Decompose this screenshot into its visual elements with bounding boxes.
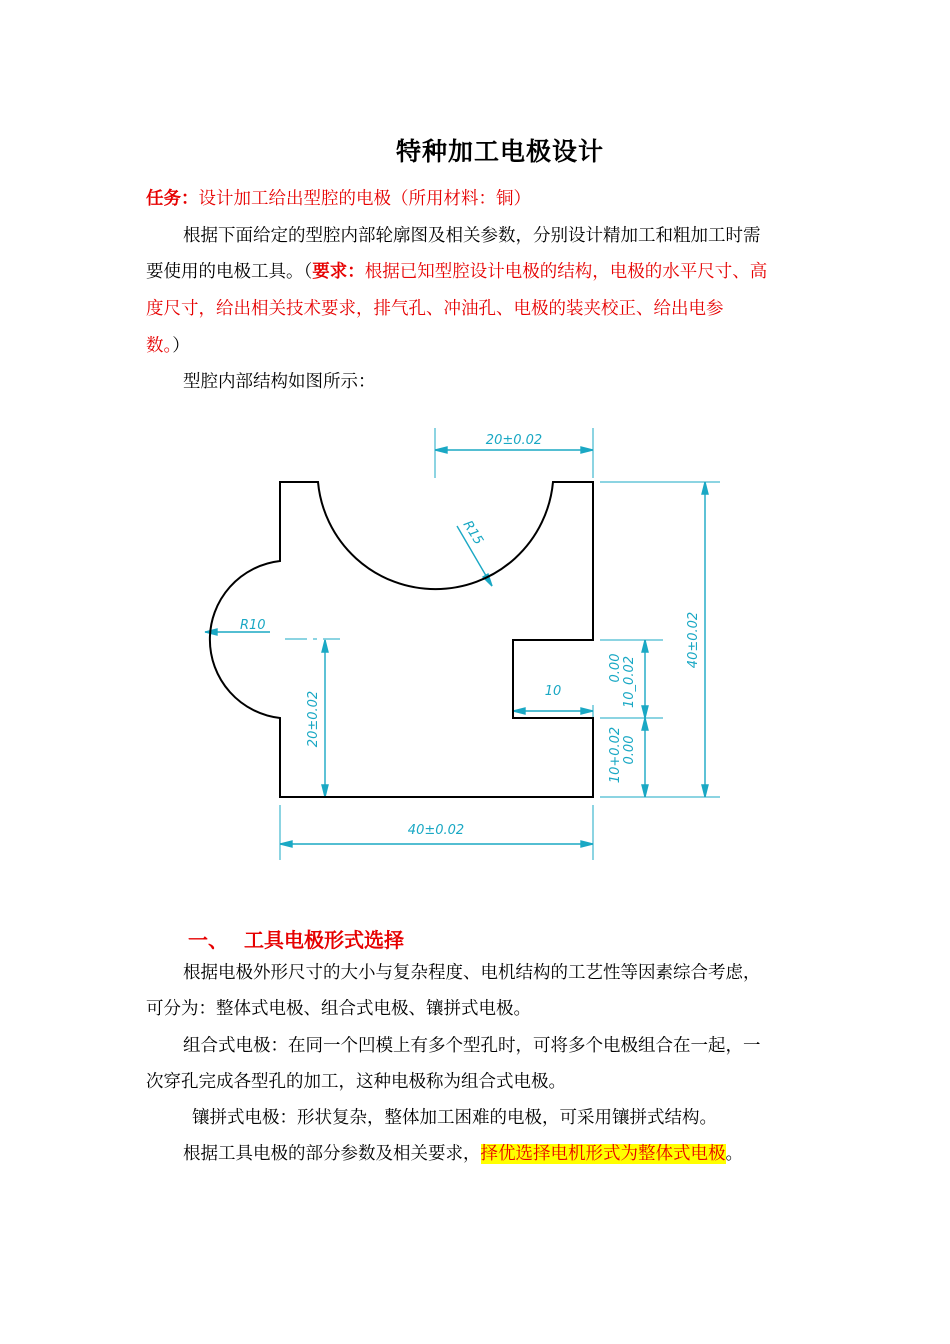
intro-line-4-end: ） [172,336,190,356]
intro-line-2-text: 要使用的电极工具。（ [146,262,313,282]
section-1-p3: 镶拼式电极：形状复杂，整体加工困难的电极，可采用镶拼式结构。 [192,1108,717,1128]
requirement-text: 根据已知型腔设计电极的结构，电极的水平尺寸、高 [364,262,768,282]
dim-radius-small: R10 [240,618,266,633]
section-1-p1-line2: 可分为：整体式电极、组合式电极、镶拼式电极。 [146,999,531,1019]
cavity-outline [210,482,593,797]
dim-slot-upper-a: 0.00 [608,653,623,683]
section-1-p4 [183,1142,863,1166]
extension-lines [280,428,720,860]
dim-left-height: 20±0.02 [306,690,321,748]
figure-caption: 型腔内部结构如图所示： [183,372,376,392]
dim-overall-width: 40±0.02 [407,823,465,838]
task-label: 任务： [146,189,199,209]
intro-line-4-red: 数。 [146,336,173,356]
dim-slot-lower-b: 0.00 [622,735,637,765]
section-1-title: 工具电极形式选择 [244,928,404,952]
cavity-drawing [195,420,735,870]
section-1-number: 一、 [188,928,228,952]
section-1-p4-end: 。 [725,1144,743,1164]
page-title: 特种加工电极设计 [395,137,604,166]
highlighted-conclusion: 择优选择电机形式为整体式电极 [480,1144,726,1164]
section-1-p2-line2: 次穿孔完成各型孔的加工，这种电极称为组合式电极。 [146,1072,566,1092]
requirement-label: 要求： [312,262,365,282]
intro-line-2 [146,260,826,284]
dim-slot-depth: 10 [544,684,562,699]
section-1-p2-line1: 组合式电极：在同一个凹模上有多个型孔时，可将多个电极组合在一起，一 [183,1036,761,1056]
dim-radius-large: R15 [459,518,486,548]
intro-line-3: 度尺寸，给出相关技术要求，排气孔、冲油孔、电极的装夹校正、给出电参 [146,299,724,319]
dim-overall-height: 40±0.02 [686,611,701,669]
intro-line-4 [146,334,826,358]
section-1-p1-line1: 根据电极外形尺寸的大小与复杂程度、电机结构的工艺性等因素综合考虑， [183,963,761,983]
dim-slot-lower-a: 10+0.02 [608,726,623,784]
task-line [146,187,826,211]
intro-line-1: 根据下面给定的型腔内部轮廓图及相关参数，分别设计精加工和粗加工时需 [183,226,761,246]
section-1-heading [188,924,404,953]
dim-top-width: 20±0.02 [485,433,543,448]
dim-slot-upper-b: 10_0.02 [622,656,637,708]
section-1-p4-text: 根据工具电极的部分参数及相关要求， [183,1144,481,1164]
task-text: 设计加工给出型腔的电极（所用材料：铜） [198,189,531,209]
